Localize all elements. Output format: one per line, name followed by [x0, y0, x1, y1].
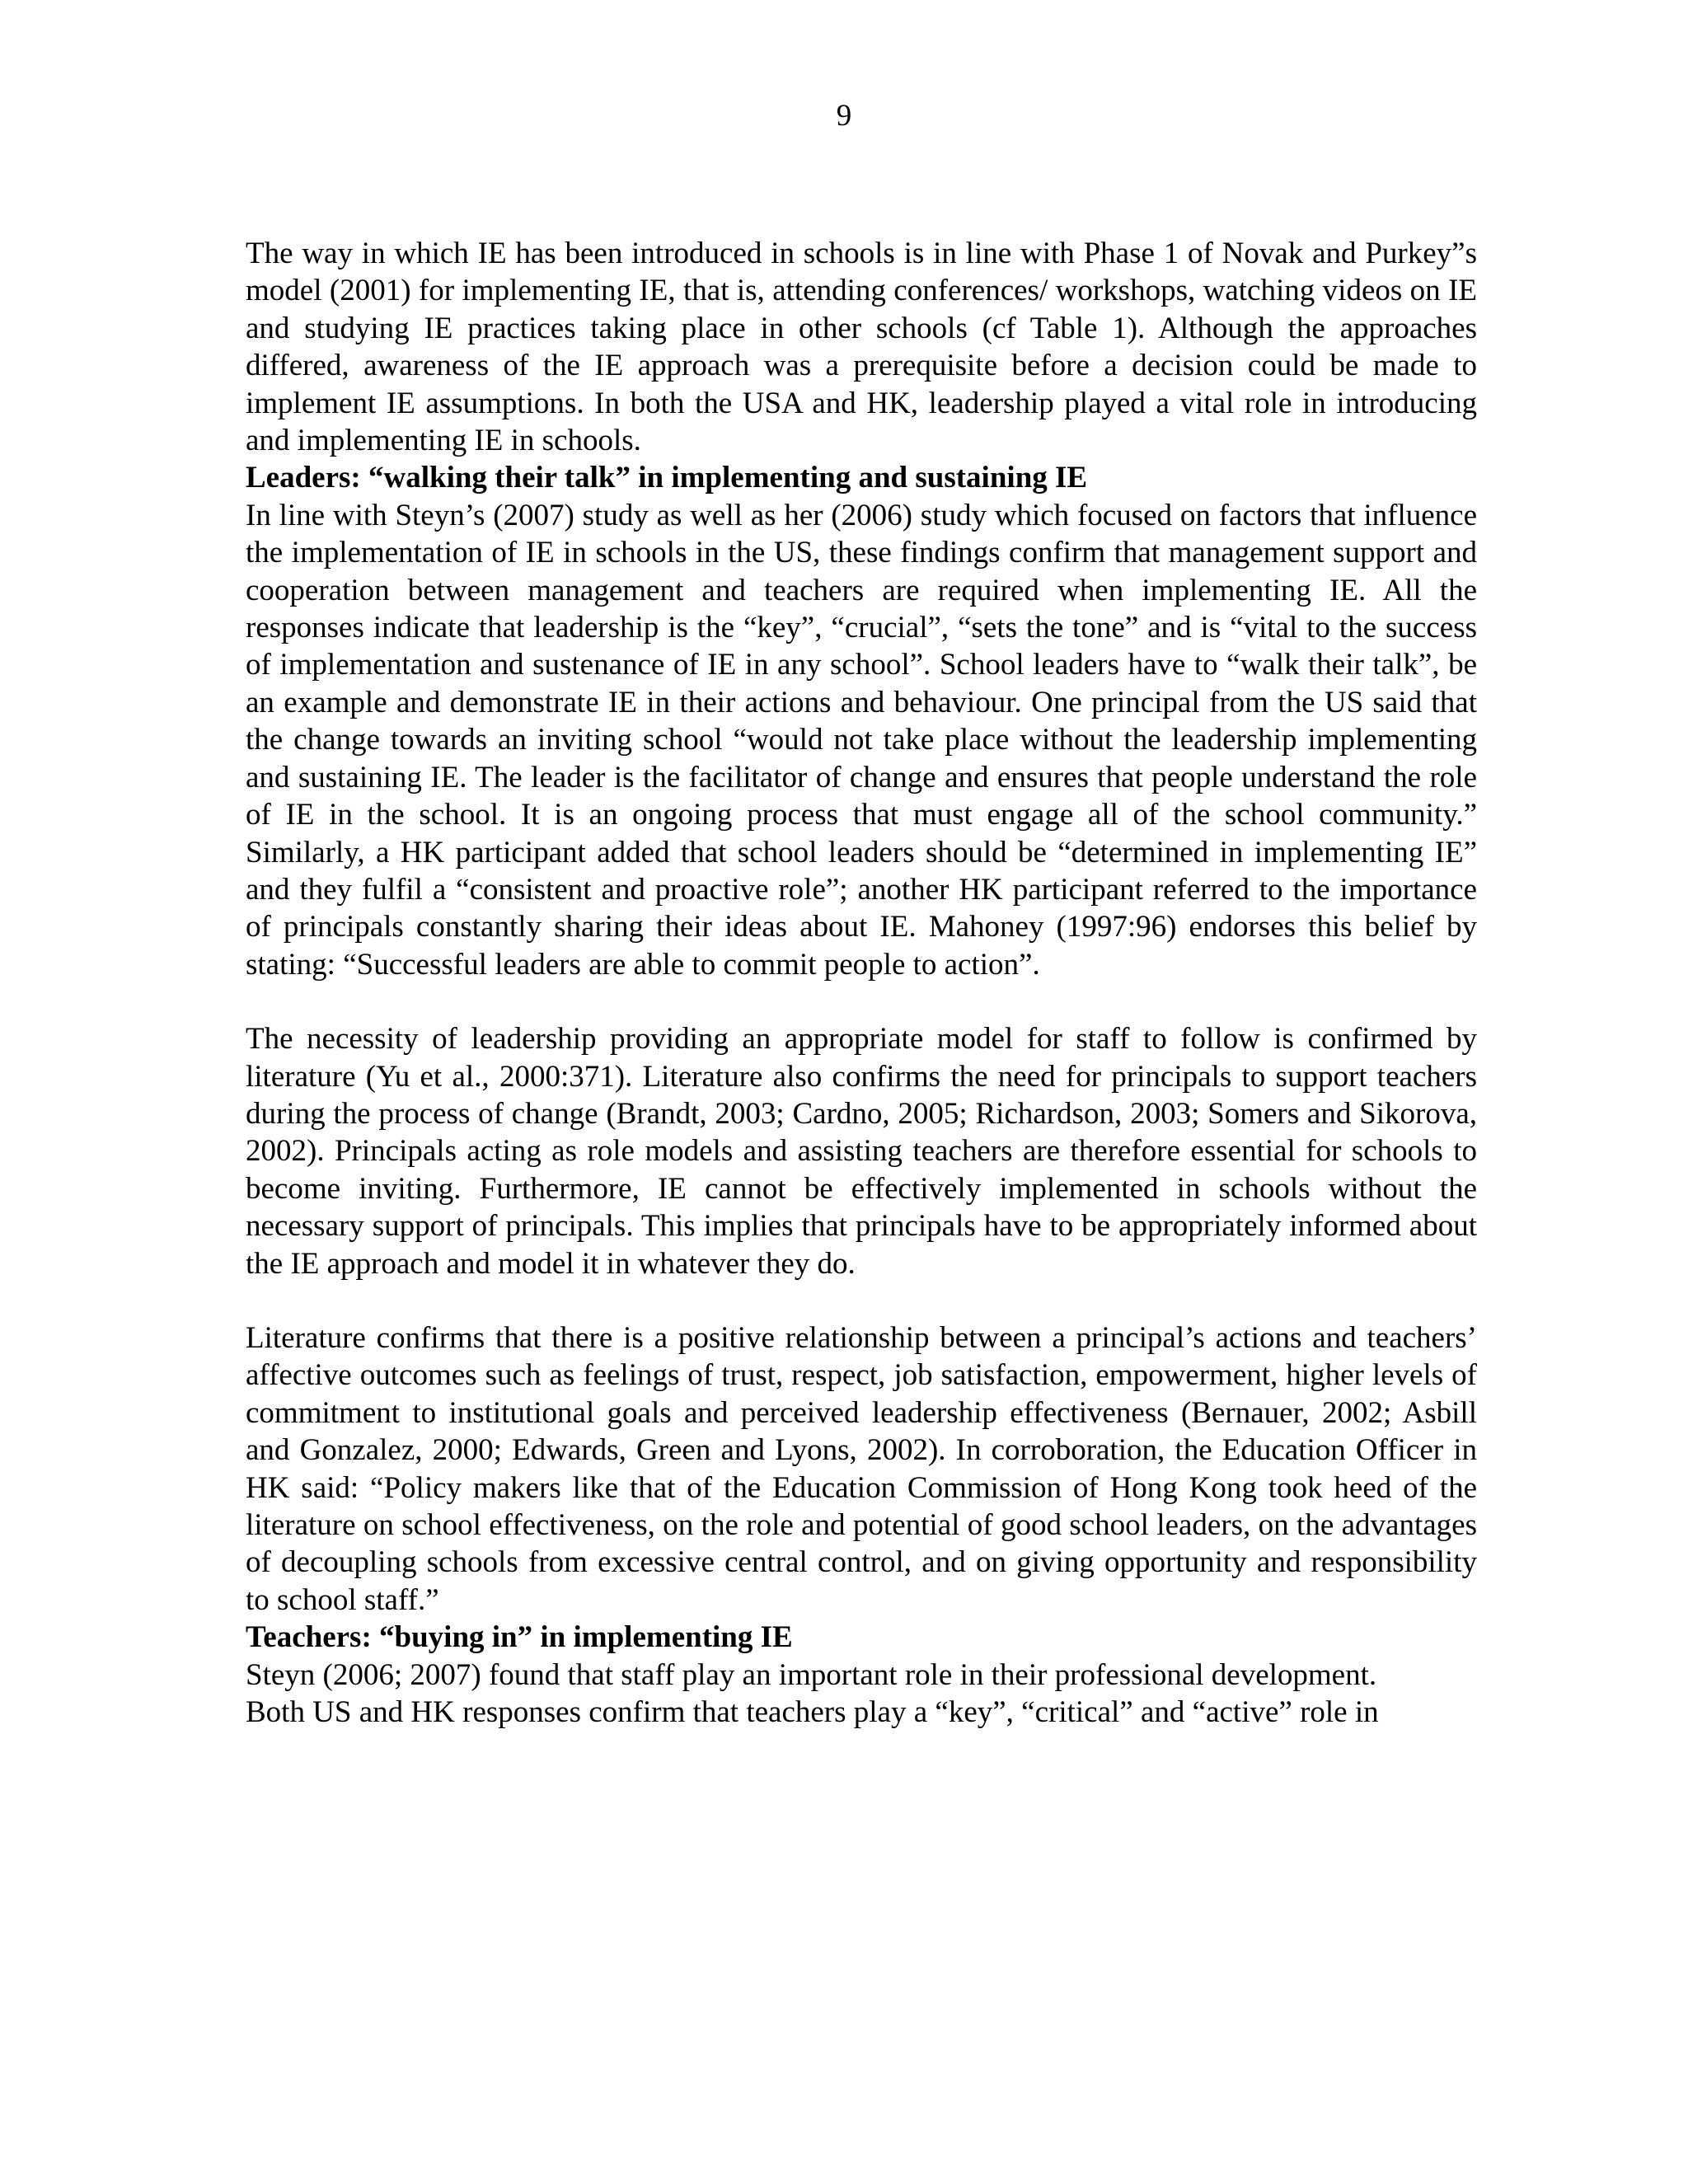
main-content — [246, 235, 1477, 1731]
intro-paragraph: The way in which IE has been introduced in schools is in line with Phase 1 of Novak and Purkey”s model (2001) for implementing IE, that is, attending conferences/ workshops, watching videos on IE and studying IE practices taking place in other schools (cf Table 1). Although the approaches differed, awareness of the IE approach was a prerequisite before a decision could be made to implement IE assumptions. In both the USA and HK, leadership played a vital role in introducing and implementing IE in schools. — [246, 237, 1477, 458]
teachers-heading: Teachers: “buying in” in implementing IE — [246, 1620, 793, 1655]
leaders-paragraph-1: In line with Steyn’s (2007) study as well as her (2006) study which focused on factors that influence the implementation of IE in schools in the US, these findings confirm that management support and cooperation between management and teachers are required when implementing IE. All the responses indicate that leadership is the “key”, “crucial”, “sets the tone” and is “vital to the success of implementation and sustenance of IE in any school”. School leaders have to “walk their talk”, be an example and demonstrate IE in their actions and behaviour. One principal from the US said that the change towards an inviting school “would not take place without the leadership implementing and sustaining IE. The leader is the facilitator of change and ensures that people understand the role of IE in the school. It is an ongoing process that must engage all of the school community.” Similarly, a HK participant added that school leaders should be “determined in implementing IE” and they fulfil a “consistent and proactive role”; another HK participant referred to the importance of principals constantly sharing their ideas about IE. Mahoney (1997:96) endorses this belief by stating: “Successful leaders are able to commit people to action”. — [246, 498, 1477, 982]
leaders-paragraph-3: Literature confirms that there is a positive relationship between a principal’s actions and teachers’ affective outcomes such as feelings of trust, respect, job satisfaction, empowerment, higher levels of commitment to institutional goals and perceived leadership effectiveness (Bernauer, 2002; Asbill and Gonzalez, 2000; Edwards, Green and Lyons, 2002). In corroboration, the Education Officer in HK said: “Policy makers like that of the Education Commission of Hong Kong took heed of the literature on school effectiveness, on the role and potential of good school leaders, on the advantages of decoupling schools from excessive central control, and on giving opportunity and responsibility to school staff.” — [246, 1320, 1477, 1617]
leaders-paragraph-2: The necessity of leadership providing an appropriate model for staff to follow is confirmed by literature (Yu et al., 2000:371). Literature also confirms the need for principals to support teachers during the process of change (Brandt, 2003; Cardno, 2005; Richardson, 2003; Somers and Sikorova, 2002). Principals acting as role models and assisting teachers are therefore essential for schools to become inviting. Furthermore, IE cannot be effectively implemented in schools without the necessary support of principals. This implies that principals have to be appropriately informed about the IE approach and model it in whatever they do. — [246, 1022, 1477, 1281]
leaders-heading: Leaders: “walking their talk” in implementing and sustaining IE — [246, 461, 1088, 495]
teachers-line-2: Both US and HK responses confirm that teachers play a “key”, “critical” and “active” role in — [246, 1695, 1379, 1730]
teachers-line-1: Steyn (2006; 2007) found that staff play an important role in their professional development. — [246, 1657, 1377, 1692]
page-number: 9 — [836, 99, 852, 133]
